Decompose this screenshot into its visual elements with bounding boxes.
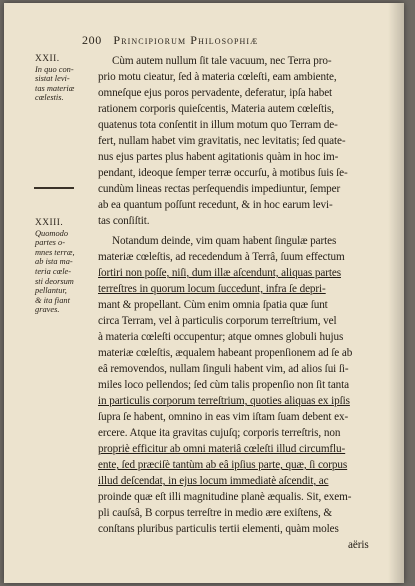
text-line: miles loco pellendos; ſed cùm talis propenſio non ſit tanta — [98, 379, 350, 391]
margin-note-line: mnes terræ, — [35, 247, 75, 257]
margin-note-line: & ita fiant — [35, 295, 70, 305]
book-page — [4, 3, 404, 583]
catchword: aëris — [348, 539, 369, 551]
text-line: proinde quæ eſt illi magnitudine planè æqualis. Sit, exem- — [98, 491, 352, 503]
page-number: 200 — [82, 33, 102, 47]
text-line: rationem corporis quieſcentis, Materia autem cœleſtis, — [98, 103, 334, 115]
margin-note-line: Quomodo — [35, 228, 69, 238]
text-line: fert, nullam habet vim gravitatis, nec levitatis; ſed quate- — [98, 135, 346, 147]
margin-note-line: partes o- — [35, 238, 66, 248]
text-line: omneſque ejus poros pervadente, deferatur, ipſa habet — [98, 87, 333, 99]
text-line: quatenus tota conſentit in illum motum quo Terram de- — [98, 119, 338, 131]
page-gutter-shadow — [388, 3, 404, 583]
text-line: pendant, ideoque ſemper terræ occurſu, à motibus ſuis ſe- — [98, 167, 348, 179]
margin-note-line: sistat levi- — [35, 74, 70, 84]
margin-note-line: cœlestis. — [35, 93, 64, 103]
text-line: pli cauſsâ, B corpus terreſtre in medio ære exiſtens, & — [98, 507, 333, 519]
text-line: ſupra ſe habent, omnino in eas vim iſtam ſuam debent ex- — [98, 411, 349, 423]
text-line: tas conſiſtit. — [98, 215, 150, 227]
margin-note-line: In quo con- — [35, 64, 74, 74]
text-line: ercere. Atque ita gravitas cujuſq; corporis terreſtris, non — [98, 427, 341, 439]
margin-note-line: pellantur, — [35, 286, 67, 296]
margin-note-number: XXII. — [35, 54, 60, 64]
text-line: à materia cœleſti occupentur; atque omnes globuli hujus — [98, 331, 344, 343]
text-line: nus ejus partes plus habent agitationis quàm in hoc im- — [98, 151, 339, 163]
text-line: materiæ cœleſtis, æqualem habeant propenſionem ad ſe ab — [98, 347, 353, 359]
running-header — [82, 33, 382, 47]
margin-note-line: tas materiæ — [35, 83, 75, 93]
text-line: mant & propellant. Cùm enim omnia ſpatia quæ ſunt — [98, 299, 328, 311]
underlined-text-line: terreſtres in quorum locum ſuccedunt, infra ſe depri- — [98, 283, 326, 295]
text-line: conſtans pluribus particulis tertii elementi, quàm moles — [98, 523, 339, 535]
running-title: Principiorum Philosophiæ — [113, 33, 259, 47]
text-line: materiæ cœleſtis, ad recedendum à Terrâ, ſuum effectum — [98, 251, 345, 263]
text-line: eâ removendos, nullam ſinguli habent vim, ad alios ſui ſi- — [98, 363, 349, 375]
underlined-text-line: in particulis corporum terreſtrium, quoties aliquas ex ipſis — [98, 395, 350, 407]
margin-rule-mark — [34, 187, 74, 189]
margin-note-number: XXIII. — [35, 218, 64, 228]
underlined-text-line: ente, ſed præciſè tantùm ab eâ ipſius parte, quæ, ſi corpus — [98, 459, 348, 471]
margin-note-line: graves. — [35, 305, 60, 315]
text-line: circa Terram, vel à particulis corporum terreſtrium, vel — [98, 315, 337, 327]
underlined-text-line: ſortiri non poſſe, niſi, dum illæ aſcendunt, aliquas partes — [98, 267, 341, 279]
margin-note-line: teria cœle- — [35, 266, 72, 276]
text-line: Notandum deinde, vim quam habent ſingulæ partes — [112, 235, 337, 247]
margin-note-line: ab ista ma- — [35, 257, 73, 267]
margin-note-xxii — [35, 55, 97, 103]
underlined-text-line: illud deſcendat, in ejus locum immediatè aſcendit, ac — [98, 475, 329, 487]
text-line: Cùm autem nullum ſit tale vacuum, nec Terra pro- — [112, 55, 332, 67]
text-line: cundùm lineas rectas perſequendis impediuntur, ſemper — [98, 183, 341, 195]
underlined-text-line: propriè efficitur ab omni materiâ cœleſti illud circumflu- — [98, 443, 346, 455]
margin-note-xxiii — [35, 219, 97, 315]
text-line: ab ea quantum poſſunt recedunt, & in hoc earum levi- — [98, 199, 333, 211]
text-line: prio motu cieatur, ſed à materia cœleſti, eam ambiente, — [98, 71, 337, 83]
margin-note-line: sti deorsum — [35, 276, 74, 286]
